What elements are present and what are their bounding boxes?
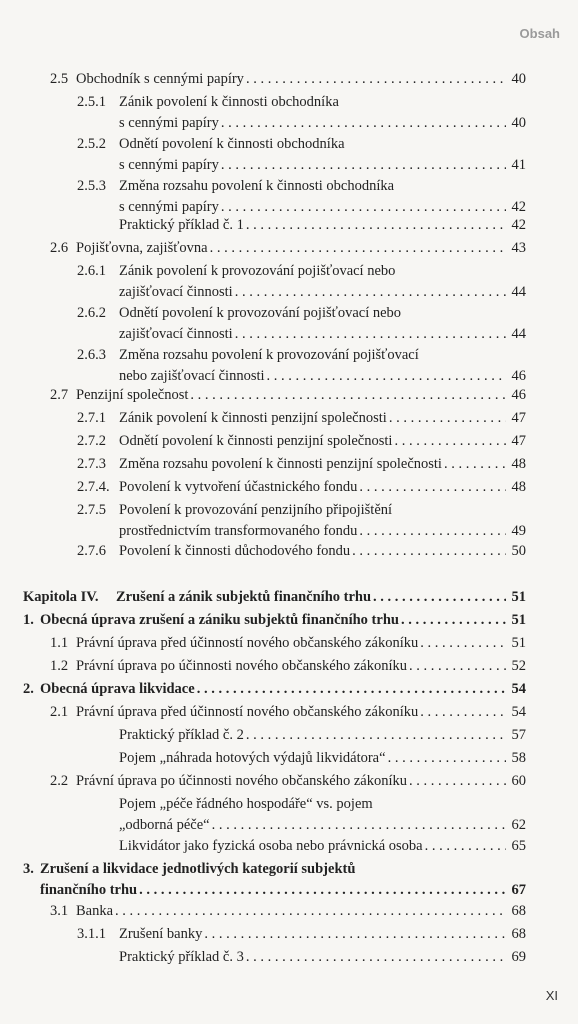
toc-entry-number: 2.7.3 — [77, 456, 106, 472]
toc-entry-title: s cennými papíry — [119, 199, 219, 215]
toc-entry — [77, 836, 526, 857]
dot-leader — [444, 454, 506, 475]
toc-entry-page: 49 — [511, 523, 526, 539]
running-header: Obsah — [519, 26, 560, 41]
toc-entry-title: Likvidátor jako fyzická osoba nebo právnická osoba — [119, 838, 423, 854]
toc-entry-title: Právní úprava po účinnosti nového občanského zákoníku — [76, 773, 408, 789]
toc-entry-title: Penzijní společnost — [76, 387, 189, 403]
toc-entry-number: 2.6.3 — [77, 347, 106, 363]
dot-leader — [425, 836, 506, 857]
toc-entry — [77, 794, 526, 836]
dot-leader — [246, 725, 506, 746]
toc-entry-title: Zánik povolení k činnosti penzijní společnosti — [119, 410, 387, 426]
toc-entry — [23, 587, 526, 608]
dot-leader — [221, 155, 506, 176]
toc-entry-title: Zrušení banky — [119, 926, 203, 942]
toc-entry — [77, 215, 526, 236]
dot-leader — [352, 541, 506, 562]
toc-entry-number: 2.7 — [50, 387, 69, 403]
toc-entry — [50, 633, 526, 654]
toc-entry-page: 44 — [511, 326, 526, 342]
toc-entry-title: Banka — [76, 903, 114, 919]
toc-entry-title: Změna rozsahu povolení k činnosti penzijní společnosti — [119, 456, 442, 472]
toc-entry-title: Odnětí povolení k činnosti penzijní společnosti — [119, 433, 393, 449]
toc-entry-title: s cennými papíry — [119, 115, 219, 131]
dot-leader — [388, 748, 506, 769]
toc-entry-title: Praktický příklad č. 3 — [119, 949, 244, 965]
toc-entry-title: Povolení k vytvoření účastnického fondu — [119, 479, 358, 495]
toc-entry-page: 54 — [511, 704, 526, 720]
toc-entry — [50, 238, 526, 259]
dot-leader — [420, 633, 506, 654]
toc-entry — [77, 261, 526, 303]
toc-entry-page: 60 — [511, 773, 526, 789]
toc-entry-number: Kapitola IV. — [23, 589, 99, 605]
toc-entry-number: 2.7.1 — [77, 410, 106, 426]
toc-entry-page: 65 — [511, 838, 526, 854]
toc-entry-page: 42 — [511, 217, 526, 233]
toc-entry-page: 54 — [511, 681, 526, 697]
toc-entry — [77, 541, 526, 562]
toc-entry-page: 46 — [511, 368, 526, 384]
toc-entry-number: 2.5 — [50, 71, 69, 87]
toc-entry-title: nebo zajišťovací činnosti — [119, 368, 265, 384]
toc-entry-number: 2.6 — [50, 240, 69, 256]
toc-entry-number: 2.7.4. — [77, 479, 110, 495]
toc-entry-number: 2.5.3 — [77, 178, 106, 194]
toc-entry-page: 46 — [511, 387, 526, 403]
toc-entry-number: 2.6.2 — [77, 305, 106, 321]
toc-entry-number: 3.1.1 — [77, 926, 106, 942]
toc-entry-page: 67 — [511, 882, 526, 898]
dot-leader — [139, 880, 506, 901]
toc-entry-number: 2.2 — [50, 773, 69, 789]
dot-leader — [235, 324, 506, 345]
toc-entry-number: 1. — [23, 612, 34, 628]
toc-entry — [50, 656, 526, 677]
toc-entry-title: Zánik povolení k provozování pojišťovací nebo — [119, 263, 396, 279]
toc-entry-title: Praktický příklad č. 2 — [119, 727, 244, 743]
toc-entry-page: 40 — [511, 115, 526, 131]
toc-entry-page: 51 — [511, 612, 526, 628]
dot-leader — [389, 408, 506, 429]
toc-entry-page: 48 — [511, 456, 526, 472]
dot-leader — [401, 610, 506, 631]
dot-leader — [267, 366, 506, 387]
dot-leader — [221, 113, 506, 134]
toc-entry — [77, 408, 526, 429]
dot-leader — [204, 924, 506, 945]
toc-entry-page: 50 — [511, 543, 526, 559]
toc-entry-page: 51 — [511, 635, 526, 651]
toc-entry-page: 51 — [511, 589, 526, 605]
toc-entry-page: 40 — [511, 71, 526, 87]
toc-entry-title: s cennými papíry — [119, 157, 219, 173]
toc-entry-page: 68 — [511, 903, 526, 919]
toc-entry-page: 57 — [511, 727, 526, 743]
dot-leader — [420, 702, 506, 723]
dot-leader — [190, 385, 506, 406]
toc-entry-title: Obecná úprava zrušení a zániku subjektů finančního trhu — [40, 612, 399, 628]
toc-entry-number: 3. — [23, 861, 34, 877]
toc-entry-title: finančního trhu — [40, 882, 138, 898]
dot-leader — [246, 215, 506, 236]
toc-entry — [77, 477, 526, 498]
toc-entry — [23, 610, 526, 631]
page-number: XI — [545, 988, 558, 1003]
toc-entry-number: 1.1 — [50, 635, 69, 651]
toc-entry-title: Obchodník s cennými papíry — [76, 71, 244, 87]
dot-leader — [373, 587, 506, 608]
toc-entry — [77, 303, 526, 345]
dot-leader — [359, 521, 506, 542]
toc-entry — [77, 345, 526, 387]
dot-leader — [235, 282, 506, 303]
toc-entry-page: 62 — [511, 817, 526, 833]
toc-entry-number: 3.1 — [50, 903, 69, 919]
toc-entry-page: 52 — [511, 658, 526, 674]
dot-leader — [210, 238, 506, 259]
toc-entry-title: Praktický příklad č. 1 — [119, 217, 244, 233]
dot-leader — [212, 815, 506, 836]
toc-entry-number: 1.2 — [50, 658, 69, 674]
toc-entry-number: 2.5.1 — [77, 94, 106, 110]
toc-entry — [50, 385, 526, 406]
toc-entry-page: 43 — [511, 240, 526, 256]
toc-entry-number: 2.6.1 — [77, 263, 106, 279]
dot-leader — [246, 947, 506, 968]
toc-entry-title: Pojem „péče řádného hospodáře“ vs. pojem — [119, 796, 373, 812]
toc-entry-number: 2.7.5 — [77, 502, 106, 518]
toc-entry — [77, 431, 526, 452]
toc-entry-page: 41 — [511, 157, 526, 173]
toc-entry — [77, 725, 526, 746]
toc-entry-page: 69 — [511, 949, 526, 965]
toc-entry-title: Pojišťovna, zajišťovna — [76, 240, 208, 256]
toc-entry-title: Pojem „náhrada hotových výdajů likvidátora“ — [119, 750, 386, 766]
toc-entry-number: 2.7.6 — [77, 543, 106, 559]
toc-entry — [77, 947, 526, 968]
toc-entry-page: 42 — [511, 199, 526, 215]
dot-leader — [409, 656, 506, 677]
toc-entry — [50, 771, 526, 792]
dot-leader — [409, 771, 506, 792]
toc-entry-page: 48 — [511, 479, 526, 495]
toc-entry — [77, 134, 526, 176]
toc-entry-title: Zrušení a zánik subjektů finančního trhu — [116, 589, 372, 605]
toc-entry-title: Povolení k činnosti důchodového fondu — [119, 543, 351, 559]
toc-entry-number: 2.1 — [50, 704, 69, 720]
toc-entry-number: 2. — [23, 681, 34, 697]
toc-entry-number: 2.7.2 — [77, 433, 106, 449]
dot-leader — [394, 431, 506, 452]
toc-entry — [77, 500, 526, 542]
toc-entry-page: 58 — [511, 750, 526, 766]
toc-entry — [23, 679, 526, 700]
toc-entry-title: Právní úprava před účinností nového občanského zákoníku — [76, 704, 419, 720]
toc-entry — [50, 702, 526, 723]
dot-leader — [197, 679, 506, 700]
toc-entry-title: zajišťovací činnosti — [119, 284, 233, 300]
dot-leader — [246, 69, 506, 90]
toc-entry-number: 2.5.2 — [77, 136, 106, 152]
toc-entry-title: Právní úprava před účinností nového občanského zákoníku — [76, 635, 419, 651]
toc-entry — [50, 901, 526, 922]
toc-entry — [77, 748, 526, 769]
toc-entry — [77, 92, 526, 134]
toc-entry — [77, 176, 526, 218]
toc-entry — [50, 69, 526, 90]
toc-entry-title: Změna rozsahu povolení k činnosti obchodníka — [119, 178, 395, 194]
dot-leader — [115, 901, 506, 922]
toc-entry-title: Odnětí povolení k provozování pojišťovací nebo — [119, 305, 402, 321]
toc-entry-title: prostřednictvím transformovaného fondu — [119, 523, 358, 539]
toc-entry-title: Právní úprava po účinnosti nového občanského zákoníku — [76, 658, 408, 674]
toc-entry-page: 68 — [511, 926, 526, 942]
toc-entry-page: 44 — [511, 284, 526, 300]
toc-entry — [23, 859, 526, 901]
toc-entry-title: Změna rozsahu povolení k provozování pojišťovací — [119, 347, 419, 363]
toc-entry — [77, 924, 526, 945]
toc-entry — [77, 454, 526, 475]
toc-entry-page: 47 — [511, 433, 526, 449]
toc-entry-title: „odborná péče“ — [119, 817, 210, 833]
toc-entry-title: Povolení k provozování penzijního připojištění — [119, 502, 393, 518]
dot-leader — [359, 477, 506, 498]
toc-entry-title: Zánik povolení k činnosti obchodníka — [119, 94, 339, 110]
toc-entry-title: Odnětí povolení k činnosti obchodníka — [119, 136, 345, 152]
toc-entry-title: zajišťovací činnosti — [119, 326, 233, 342]
toc-entry-page: 47 — [511, 410, 526, 426]
toc-entry-title: Obecná úprava likvidace — [40, 681, 195, 697]
toc-entry-title: Zrušení a likvidace jednotlivých kategorií subjektů — [40, 861, 356, 877]
